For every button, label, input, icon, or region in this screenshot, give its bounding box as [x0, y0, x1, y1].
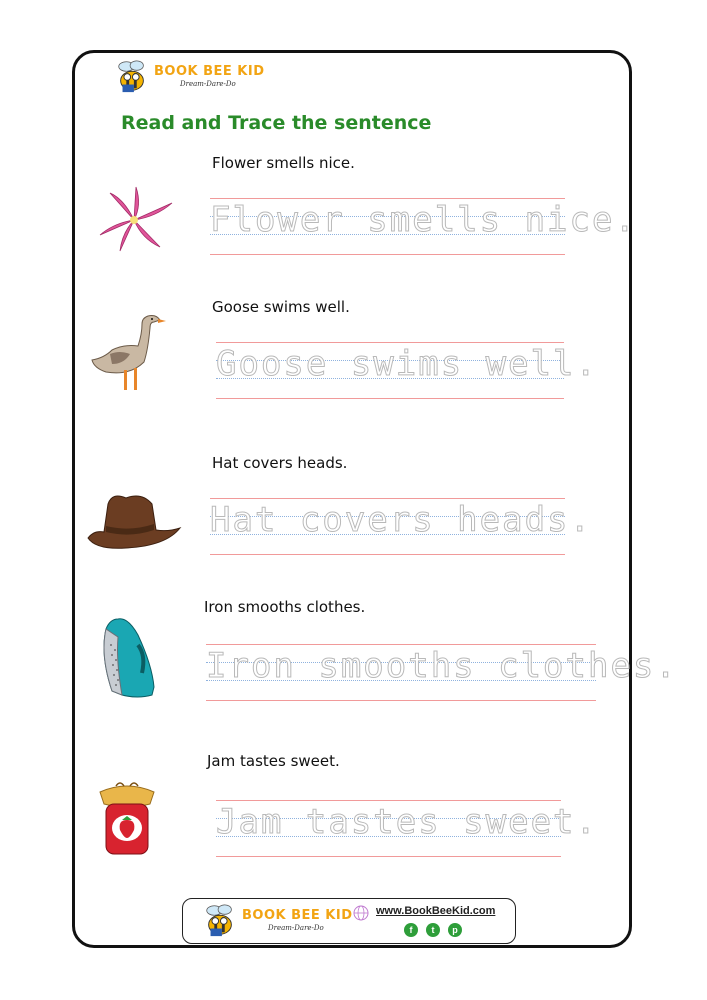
header-logo [113, 58, 265, 94]
jam-jar-icon [96, 780, 158, 858]
tracing-lines [210, 198, 637, 256]
pinterest-icon[interactable]: p [448, 923, 462, 937]
footer-banner [182, 898, 516, 944]
page-title: Read and Trace the sentence [121, 112, 432, 134]
facebook-icon[interactable]: f [404, 923, 418, 937]
flower-icon [90, 185, 178, 255]
hat-icon [86, 490, 182, 554]
brand-tagline: Dream-Dare-Do [180, 79, 236, 88]
bee-icon [201, 902, 239, 938]
trace-text: Hat covers heads. [210, 500, 592, 540]
twitter-icon[interactable]: t [426, 923, 440, 937]
sentence-text: Hat covers heads. [212, 454, 348, 472]
tracing-lines [210, 498, 592, 556]
sentence-text: Flower smells nice. [212, 154, 355, 172]
footer-logo [201, 902, 353, 938]
sentence-text: Jam tastes sweet. [207, 752, 340, 770]
brand-name: BOOK BEE KID [154, 63, 265, 79]
tracing-lines [216, 342, 598, 400]
footer-brand-tagline: Dream-Dare-Do [268, 923, 324, 932]
tracing-lines [206, 644, 678, 702]
goose-icon [90, 310, 166, 396]
footer-brand-name: BOOK BEE KID [242, 907, 353, 923]
bee-icon [113, 58, 151, 94]
trace-text: Goose swims well. [216, 344, 598, 384]
trace-text: Iron smooths clothes. [206, 646, 678, 686]
sentence-text: Goose swims well. [212, 298, 350, 316]
trace-text: Flower smells nice. [210, 200, 637, 240]
globe-icon [353, 905, 369, 921]
trace-text: Jam tastes sweet. [216, 802, 598, 842]
iron-icon [98, 615, 158, 701]
tracing-lines [216, 800, 598, 858]
website-link[interactable]: www.BookBeeKid.com [376, 905, 496, 917]
sentence-text: Iron smooths clothes. [204, 598, 366, 616]
